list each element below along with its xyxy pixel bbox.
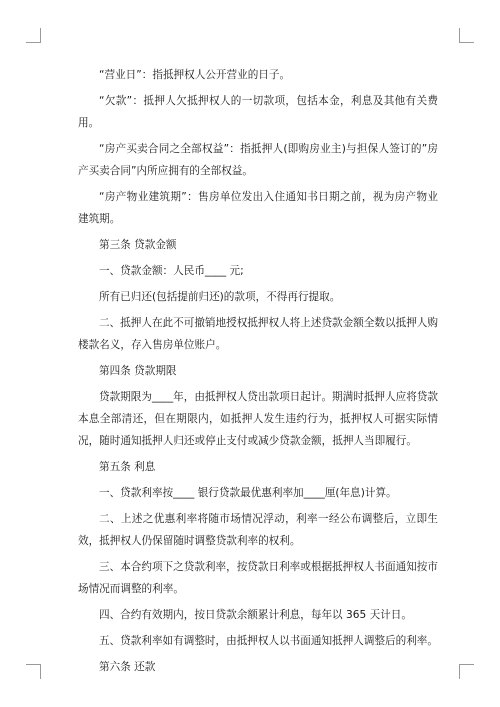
article-4-heading: 第四条 贷款期限: [99, 365, 177, 377]
crop-mark-bottom-right: [459, 664, 474, 679]
article-5-heading: 第五条 利息: [99, 461, 156, 473]
article-5-clause-2: 二、上述之优惠利率将随市场情况浮动，利率一经公布调整后，立即生效，抵押权人仍保留随时调整贷款利率的权利。: [78, 513, 438, 547]
document-body: [78, 64, 438, 682]
article-5-clause-4: 四、合约有效期内，按日贷款余额累计利息，每年以 365 天计日。: [99, 609, 412, 621]
crop-mark-bottom-left: [26, 664, 41, 679]
crop-mark-top-right: [459, 28, 474, 43]
article-3-heading: 第三条 贷款金额: [99, 239, 177, 251]
article-4-clause: 贷款期限为____年，由抵押权人贷出款项日起计。期满时抵押人应将贷款本息全部清还，但在期限内，如抵押人发生违约行为，抵押权人可据实际情况，随时通知抵押人归还或停止支付或减少贷款金额，抵押人当即履行。: [78, 391, 438, 447]
crop-mark-top-left: [26, 28, 41, 43]
definition-debt: “欠款”：抵押人欠抵押权人的一切款项，包括本金，利息及其他有关费用。: [78, 95, 438, 129]
article-5-clause-3: 三、本合约项下之贷款利率，按贷款日利率或根据抵押权人书面通知按市场情况而调整的利率。: [78, 561, 438, 595]
definition-construction-period: “房产物业建筑期”：售房单位发出入住通知书日期之前，视为房产物业建筑期。: [78, 191, 438, 225]
definition-contract-rights: “房产买卖合同之全部权益”：指抵押人(即购房业主)与担保人签订的”房产买卖合同”内所应拥有的全部权益。: [78, 143, 438, 177]
article-3-clause-1: 一、贷款金额：人民币____ 元;: [99, 265, 244, 277]
article-6-heading: 第六条 还款: [99, 661, 156, 673]
article-5-clause-1: 一、贷款利率按____ 银行贷款最优惠利率加____厘(年息)计算。: [99, 487, 397, 499]
article-5-clause-5: 五、贷款利率如有调整时，由抵押权人以书面通知抵押人调整后的利率。: [99, 635, 438, 647]
article-3-clause-2: 二、抵押人在此不可撤销地授权抵押权人将上述贷款金额全数以抵押人购楼款名义，存入售房单位账户。: [78, 317, 438, 351]
article-3-note: 所有已归还(包括提前归还)的款项，不得再行提取。: [99, 291, 341, 303]
definition-business-day: “营业日”：指抵押权人公开营业的日子。: [99, 69, 291, 81]
